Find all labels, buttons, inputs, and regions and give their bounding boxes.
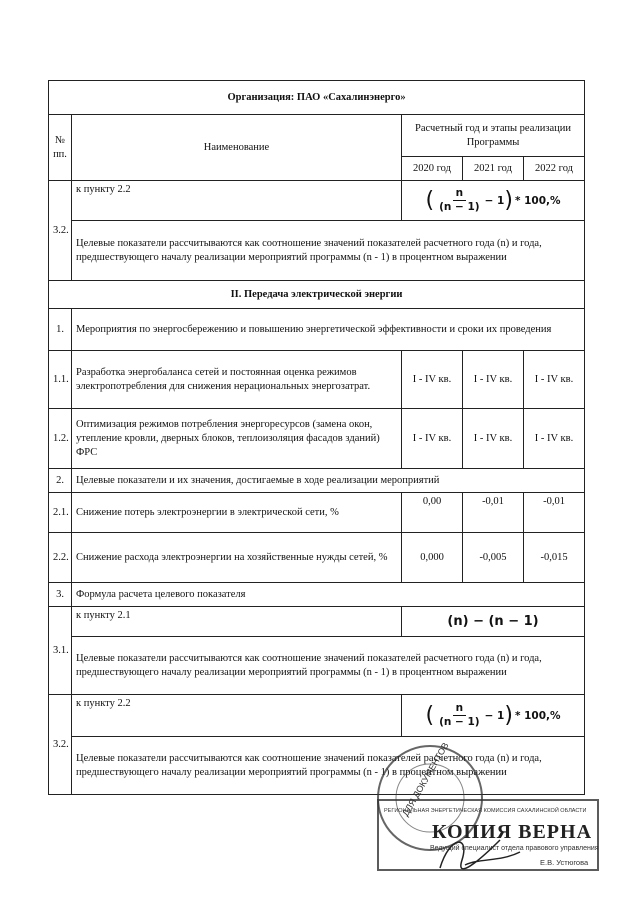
stamp-ring-text: ДЛЯ ДОКУМЕНТОВ <box>400 740 451 818</box>
row-text: Оптимизация режимов потребления энергоресурсов (замена окон, утепление кровли, дверных блоков, теплоизоляция фасадов зданий) ФРС <box>72 409 402 469</box>
row-text: Разработка энергобаланса сетей и постоянная оценка режимов электропотребления для снижения нерациональных энергозатрат. <box>72 351 402 409</box>
row-number: 3.2. <box>49 181 72 281</box>
year-2020: 2020 год <box>402 157 463 181</box>
row-number: 1. <box>49 309 72 351</box>
row-text: Целевые показатели и их значения, достигаемые в ходе реализации мероприятий <box>72 469 585 493</box>
row-number: 3.2. <box>49 695 72 795</box>
formula-minus-one: − 1 <box>484 194 505 207</box>
row-number: 2. <box>49 469 72 493</box>
stamp-line1: РЕГИОНАЛЬНАЯ ЭНЕРГЕТИЧЕСКАЯ КОМИССИЯ САХАЛИНСКОЙ ОБЛАСТИ <box>384 808 587 814</box>
value-2021: -0,01 <box>463 493 524 533</box>
formula-ref: к пункту 2.1 <box>72 607 402 637</box>
formula: ( $\frac{n}{(n - 1)}$ − 1 ) * 100,% <box>425 702 561 728</box>
row-number: 1.1. <box>49 351 72 409</box>
organization-title: Организация: ПАО «Сахалинэнерго» <box>49 81 585 115</box>
value-2021: I - IV кв. <box>463 409 524 469</box>
value-2021: -0,005 <box>463 533 524 583</box>
section-title: II. Передача электрической энергии <box>49 281 585 309</box>
col-header-name: Наименование <box>72 115 402 181</box>
formula-description: Целевые показатели рассчитываются как соотношение значений показателей расчетного года (n) и года, предшествующего началу реализации мероприятий программы (n - 1) в процентном выражении <box>72 737 585 795</box>
formula-ref: к пункту 2.2 <box>72 181 402 221</box>
value-2020: 0,00 <box>402 493 463 533</box>
formula-minus-one: − 1 <box>484 709 505 722</box>
col-header-number: № пп. <box>49 115 72 181</box>
row-text: Снижение расхода электроэнергии на хозяйственные нужды сетей, % <box>72 533 402 583</box>
document-table <box>48 80 585 795</box>
formula-description: Целевые показатели рассчитываются как соотношение значений показателей расчетного года (n) и года, предшествующего началу реализации мероприятий программы (n - 1) в процентном выражении <box>72 637 585 695</box>
formula: ( $\frac{n}{(n - 1)}$ − 1 ) * 100,% <box>425 187 561 213</box>
row-number: 3.1. <box>49 607 72 695</box>
formula-numerator: n <box>453 187 466 201</box>
row-number: 2.1. <box>49 493 72 533</box>
certified-copy-stamp <box>370 740 600 880</box>
row-number: 2.2. <box>49 533 72 583</box>
formula-cell <box>402 695 585 737</box>
value-2020: I - IV кв. <box>402 409 463 469</box>
stamp-title: КОПИЯ ВЕРНА <box>432 821 593 843</box>
value-2022: -0,015 <box>524 533 585 583</box>
row-text: Мероприятия по энергосбережению и повышению энергетической эффективности и сроки их проведения <box>72 309 585 351</box>
stamp-signer: Е.В. Устюгова <box>540 858 589 867</box>
formula-numerator: n <box>453 702 466 716</box>
formula-denominator: (n − 1) <box>439 716 480 728</box>
formula-ref: к пункту 2.2 <box>72 695 402 737</box>
formula-multiplier: * 100,% <box>514 194 561 207</box>
value-2021: I - IV кв. <box>463 351 524 409</box>
formula-multiplier: * 100,% <box>514 709 561 722</box>
value-2020: I - IV кв. <box>402 351 463 409</box>
year-2022: 2022 год <box>524 157 585 181</box>
formula-denominator: (n − 1) <box>439 201 480 213</box>
stamp-line2: Ведущий специалист отдела правового управления <box>430 845 599 852</box>
year-2021: 2021 год <box>463 157 524 181</box>
value-2022: I - IV кв. <box>524 351 585 409</box>
value-2020: 0,000 <box>402 533 463 583</box>
col-header-period: Расчетный год и этапы реализации Программы <box>402 115 585 157</box>
formula-cell <box>402 181 585 221</box>
value-2022: I - IV кв. <box>524 409 585 469</box>
formula-cell: (n) − (n − 1) <box>402 607 585 637</box>
row-text: Формула расчета целевого показателя <box>72 583 585 607</box>
formula-description: Целевые показатели рассчитываются как соотношение значений показателей расчетного года (n) и года, предшествующего началу реализации мероприятий программы (n - 1) в процентном выражении <box>72 221 585 281</box>
row-number: 3. <box>49 583 72 607</box>
row-number: 1.2. <box>49 409 72 469</box>
value-2022: -0,01 <box>524 493 585 533</box>
row-text: Снижение потерь электроэнергии в электрической сети, % <box>72 493 402 533</box>
